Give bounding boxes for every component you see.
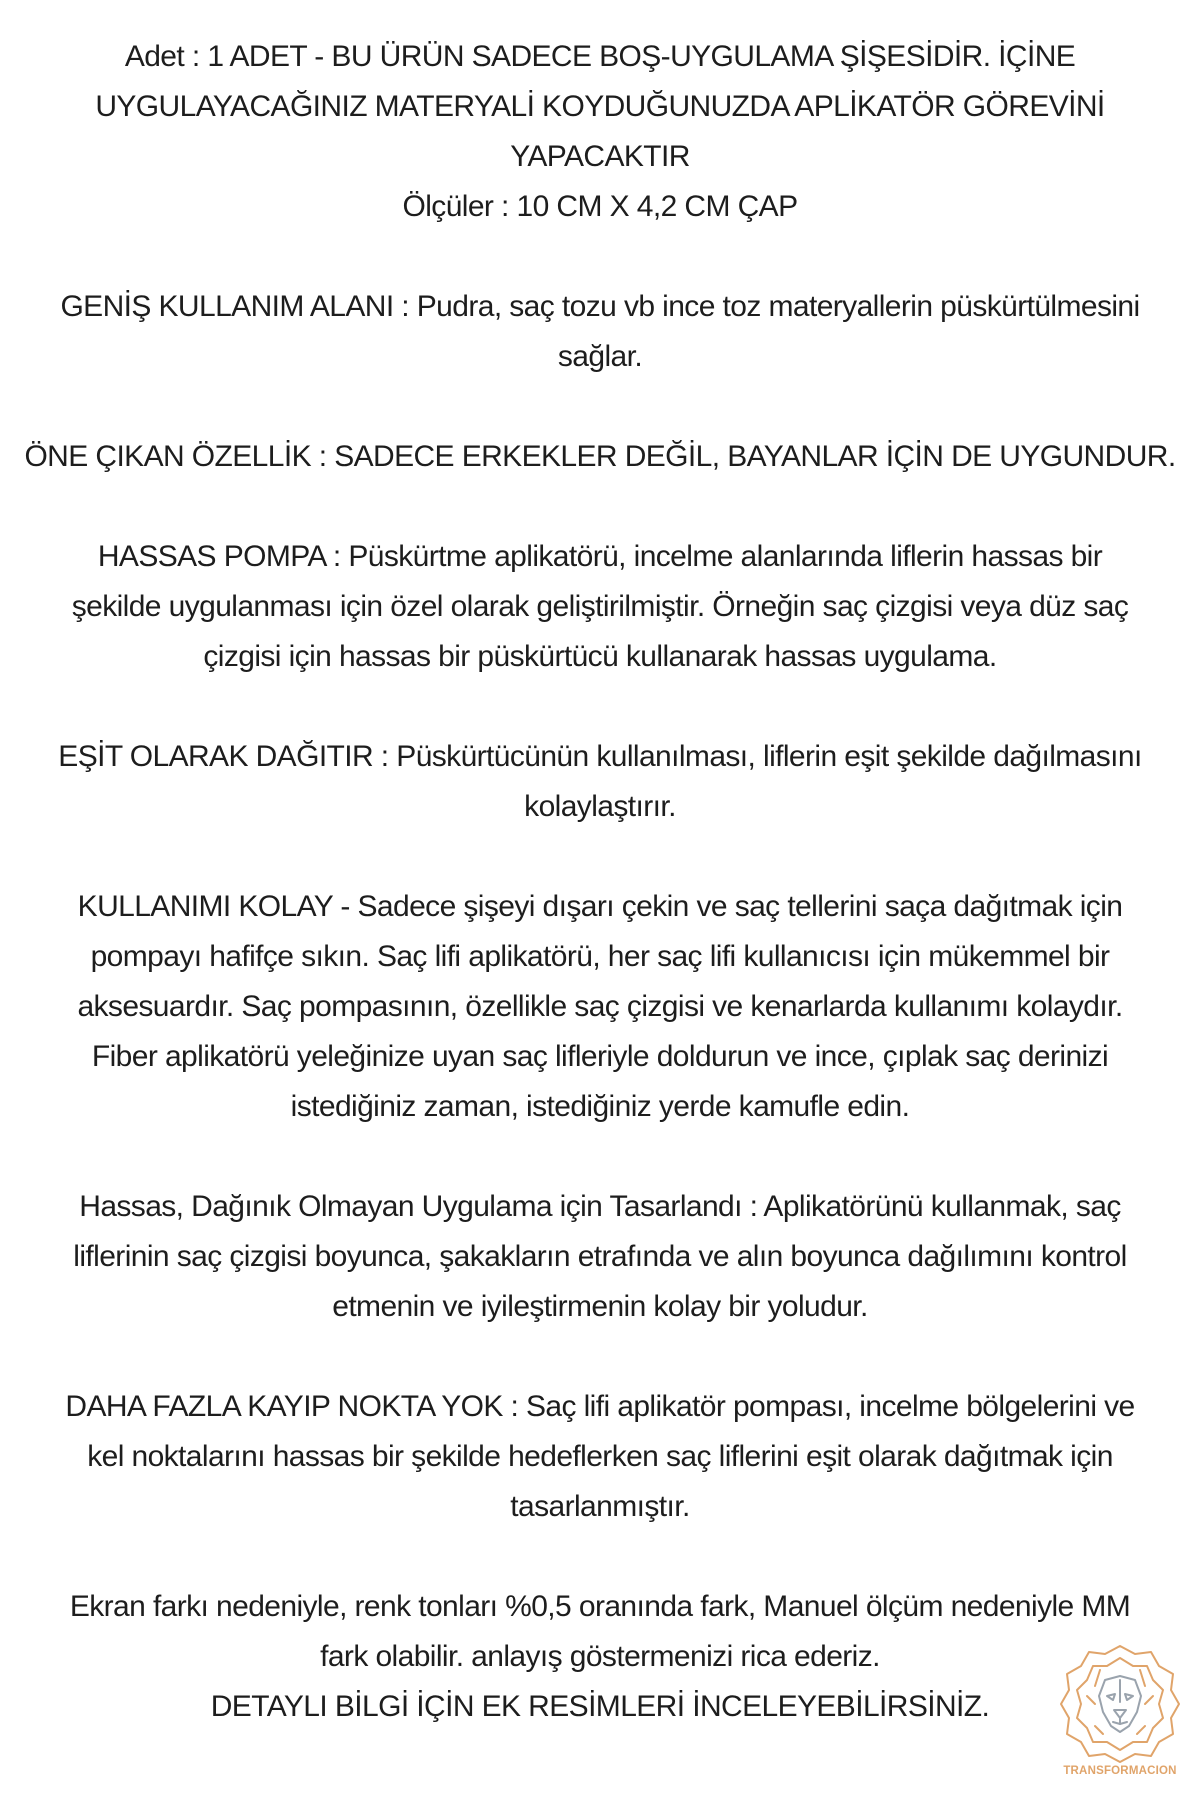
- brand-logo: [1055, 1640, 1185, 1790]
- intro-line: UYGULAYACAĞINIZ MATERYALİ KOYDUĞUNUZDA APLİKATÖR GÖREVİNİ YAPACAKTIR: [95, 90, 1105, 173]
- even-distribution-line: EŞİT OLARAK DAĞITIR : Püskürtücünün kullanılması, liflerin eşit şekilde dağılmasını: [58, 740, 1142, 773]
- easy-use-line: istediğiniz zaman, istediğiniz yerde kamufle edin.: [290, 1090, 910, 1123]
- brand-name: TRANSFORMACION: [1063, 1765, 1177, 1777]
- no-spots-line: tasarlanmıştır.: [510, 1490, 690, 1523]
- even-distribution-line: kolaylaştırır.: [524, 790, 676, 823]
- feature-paragraph: [20, 432, 1180, 482]
- designed-line: liflerinin saç çizgisi boyunca, şakakların etrafında ve alın boyunca dağılımını kontrol: [73, 1240, 1127, 1273]
- designed-line: etmenin ve iyileştirmenin kolay bir yoludur.: [332, 1290, 868, 1323]
- designed-line: Hassas, Dağınık Olmayan Uygulama için Tasarlandı : Aplikatörünü kullanmak, saç: [79, 1190, 1121, 1223]
- details-line: DETAYLI BİLGİ İÇİN EK RESİMLERİ İNCELEYEBİLİRSİNİZ.: [210, 1690, 990, 1723]
- intro-paragraph: [20, 32, 1180, 232]
- no-spots-line: DAHA FAZLA KAYIP NOKTA YOK : Saç lifi aplikatör pompası, incelme bölgelerini ve: [65, 1390, 1135, 1423]
- easy-use-line: Fiber aplikatörü yeleğinize uyan saç lifleriyle doldurun ve ince, çıplak saç derinizi: [91, 1040, 1109, 1073]
- even-distribution-paragraph: [20, 732, 1180, 832]
- lion-head-icon: [1055, 1640, 1185, 1765]
- easy-use-line: aksesuardır. Saç pompasının, özellikle saç çizgisi ve kenarlarda kullanımı kolaydır.: [77, 990, 1123, 1023]
- disclaimer-line: Ekran farkı nedeniyle, renk tonları %0,5 oranında fark, Manuel ölçüm nedeniyle MM: [69, 1590, 1131, 1623]
- easy-use-paragraph: [20, 882, 1180, 1132]
- no-spots-line: kel noktalarını hassas bir şekilde hedeflerken saç liflerini eşit olarak dağıtmak için: [87, 1440, 1113, 1473]
- usage-area-line: sağlar.: [557, 340, 643, 373]
- intro-line: Adet : 1 ADET - BU ÜRÜN SADECE BOŞ-UYGULAMA ŞİŞESİDİR. İÇİNE: [124, 40, 1076, 73]
- precise-pump-line: HASSAS POMPA : Püskürtme aplikatörü, incelme alanlarında liflerin hassas bir: [97, 540, 1103, 573]
- precise-pump-paragraph: [20, 532, 1180, 682]
- disclaimer-paragraph: [20, 1582, 1180, 1732]
- precise-pump-line: şekilde uygulanması için özel olarak geliştirilmiştir. Örneğin saç çizgisi veya düz saç: [71, 590, 1129, 623]
- disclaimer-line: fark olabilir. anlayış göstermenizi rica ederiz.: [320, 1640, 880, 1673]
- easy-use-line: pompayı hafifçe sıkın. Saç lifi aplikatörü, her saç lifi kullanıcısı için mükemmel bir: [90, 940, 1110, 973]
- feature-line: ÖNE ÇIKAN ÖZELLİK : SADECE ERKEKLER DEĞİL, BAYANLAR İÇİN DE UYGUNDUR.: [24, 440, 1176, 473]
- usage-area-paragraph: [20, 282, 1180, 382]
- easy-use-line: KULLANIMI KOLAY - Sadece şişeyi dışarı çekin ve saç tellerini saça dağıtmak için: [77, 890, 1123, 923]
- product-description: [20, 32, 1180, 1732]
- no-spots-paragraph: [20, 1382, 1180, 1532]
- dimensions-line: Ölçüler : 10 CM X 4,2 CM ÇAP: [402, 190, 798, 223]
- designed-paragraph: [20, 1182, 1180, 1332]
- precise-pump-line: çizgisi için hassas bir püskürtücü kullanarak hassas uygulama.: [203, 640, 997, 673]
- usage-area-line: GENİŞ KULLANIM ALANI : Pudra, saç tozu vb ince toz materyallerin püskürtülmesini: [60, 290, 1140, 323]
